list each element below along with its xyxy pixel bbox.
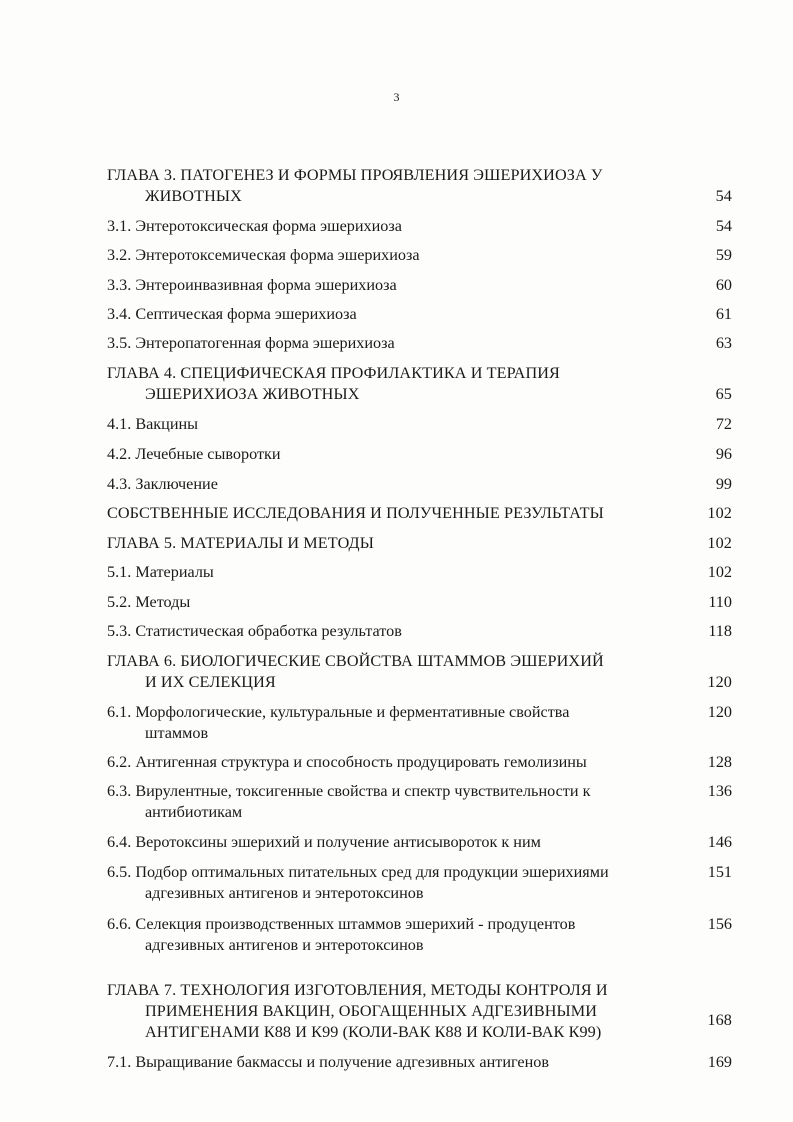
- toc-page-number: 156: [707, 915, 732, 933]
- toc-entry-title-cont: И ИХ СЕЛЕКЦИЯ: [145, 673, 276, 691]
- toc-page-number: 168: [707, 1011, 732, 1029]
- toc-entry-title: ГЛАВА 5. МАТЕРИАЛЫ И МЕТОДЫ: [107, 534, 374, 552]
- toc-page-number: 63: [715, 334, 732, 352]
- toc-page-number: 128: [707, 753, 732, 771]
- toc-entry[interactable]: [107, 474, 732, 495]
- toc-entry-title: СОБСТВЕННЫЕ ИССЛЕДОВАНИЯ И ПОЛУЧЕННЫЕ РЕЗУЛЬТАТЫ: [107, 504, 604, 522]
- toc-entry[interactable]: [107, 533, 732, 554]
- toc-entry-title: 7.1. Выращивание бакмассы и получение адгезивных антигенов: [107, 1053, 549, 1071]
- toc-entry-title: ГЛАВА 7. ТЕХНОЛОГИЯ ИЗГОТОВЛЕНИЯ, МЕТОДЫ КОНТРОЛЯ И: [107, 981, 608, 999]
- toc-entry-title: 6.2. Антигенная структура и способность продуцировать гемолизины: [107, 753, 587, 771]
- toc-page-number: 102: [707, 534, 732, 552]
- toc-entry-title-cont: штаммов: [145, 724, 209, 742]
- toc-page-number: 54: [715, 187, 732, 205]
- toc-page-number: 136: [707, 782, 732, 800]
- toc-entry-title-cont: ЭШЕРИХИОЗА ЖИВОТНЫХ: [145, 385, 360, 403]
- toc-entry[interactable]: [107, 245, 732, 266]
- page-number: 3: [393, 90, 400, 104]
- toc-page-number: 65: [715, 385, 732, 403]
- toc-page-number: 151: [707, 863, 732, 881]
- toc-entry-title: ГЛАВА 6. БИОЛОГИЧЕСКИЕ СВОЙСТВА ШТАММОВ ЭШЕРИХИЙ: [107, 652, 604, 670]
- toc-page-number: 102: [707, 563, 732, 581]
- toc-page-number: 99: [715, 475, 732, 493]
- toc-entry[interactable]: [107, 592, 732, 613]
- toc-entry-title: 3.5. Энтеропатогенная форма эшерихиоза: [107, 334, 395, 352]
- toc-entry-title-cont: адгезивных антигенов и энтеротоксинов: [145, 936, 424, 954]
- toc-page-number: 60: [715, 276, 732, 294]
- toc-page-number: 54: [715, 217, 732, 235]
- toc-entry-title-cont: ПРИМЕНЕНИЯ ВАКЦИН, ОБОГАЩЕННЫХ АДГЕЗИВНЫМИ: [145, 1002, 598, 1020]
- toc-entry-title: 6.5. Подбор оптимальных питательных сред для продукции эшерихиями: [107, 863, 609, 881]
- toc-entry[interactable]: [107, 165, 732, 207]
- toc-page-number: 120: [707, 703, 732, 721]
- toc-entry-title: 6.1. Морфологические, культуральные и ферментативные свойства: [107, 703, 570, 721]
- toc-entry-title-cont: АНТИГЕНАМИ К88 И К99 (КОЛИ-ВАК К88 И КОЛИ-ВАК К99): [145, 1023, 602, 1041]
- toc-page-number: 120: [707, 673, 732, 691]
- toc-entry-title: 6.3. Вирулентные, токсигенные свойства и спектр чувствительности к: [107, 782, 591, 800]
- toc-entry[interactable]: [107, 1052, 732, 1073]
- toc-entry-title-cont: адгезивных антигенов и энтеротоксинов: [145, 884, 424, 902]
- toc-entry-title: 5.2. Методы: [107, 593, 191, 611]
- toc-entry-title: 5.1. Материалы: [107, 563, 214, 581]
- toc-entry-title: ГЛАВА 4. СПЕЦИФИЧЕСКАЯ ПРОФИЛАКТИКА И ТЕРАПИЯ: [107, 364, 560, 382]
- toc-page-number: 118: [708, 622, 732, 640]
- toc-entry[interactable]: [107, 275, 732, 296]
- toc-entry[interactable]: [107, 651, 732, 693]
- toc-entry-title: 4.3. Заключение: [107, 475, 218, 493]
- toc-entry[interactable]: [107, 832, 732, 853]
- toc-entry[interactable]: [107, 304, 732, 325]
- toc-entry[interactable]: [107, 781, 732, 823]
- toc-entry[interactable]: [107, 862, 732, 904]
- toc-page-number: 102: [707, 504, 732, 522]
- toc-page-number: 146: [707, 833, 732, 851]
- toc-entry[interactable]: [107, 216, 732, 237]
- toc-entry-title: 3.3. Энтероинвазивная форма эшерихиоза: [107, 276, 397, 294]
- toc-entry-title: 3.1. Энтеротоксическая форма эшерихиоза: [107, 217, 402, 235]
- toc-entry-title: 3.2. Энтеротоксемическая форма эшерихиоза: [107, 246, 420, 264]
- toc-page-number: 169: [707, 1053, 732, 1071]
- toc-entry-title: 5.3. Статистическая обработка результатов: [107, 622, 402, 640]
- toc-entry-title: 4.2. Лечебные сыворотки: [107, 445, 281, 463]
- toc-entry[interactable]: [107, 621, 732, 642]
- toc-entry[interactable]: [107, 444, 732, 465]
- toc-page-number: 59: [715, 246, 732, 264]
- toc-entry[interactable]: [107, 702, 732, 744]
- toc-entry[interactable]: [107, 562, 732, 583]
- toc-page-number: 61: [715, 305, 732, 323]
- toc-entry-title: 6.6. Селекция производственных штаммов эшерихий - продуцентов: [107, 915, 576, 933]
- toc-entry-title-cont: антибиотикам: [145, 803, 243, 821]
- toc-entry-title: 4.1. Вакцины: [107, 415, 199, 433]
- toc-entry-title: 6.4. Веротоксины эшерихий и получение антисывороток к ним: [107, 833, 541, 851]
- toc-entry[interactable]: [107, 363, 732, 405]
- toc-entry[interactable]: [107, 980, 732, 1043]
- toc-page-number: 110: [708, 593, 732, 611]
- toc-page-number: 72: [715, 415, 732, 433]
- toc-page-number: 96: [715, 445, 732, 463]
- toc-entry-title: ГЛАВА 3. ПАТОГЕНЕЗ И ФОРМЫ ПРОЯВЛЕНИЯ ЭШЕРИХИОЗА У: [107, 166, 603, 184]
- toc-entry-title-cont: ЖИВОТНЫХ: [145, 187, 242, 205]
- toc-entry[interactable]: [107, 333, 732, 354]
- toc-entry[interactable]: [107, 414, 732, 435]
- toc-entry[interactable]: [107, 752, 732, 773]
- toc-entry[interactable]: [107, 914, 732, 956]
- toc-entry[interactable]: [107, 503, 732, 524]
- toc-entry-title: 3.4. Септическая форма эшерихиоза: [107, 305, 357, 323]
